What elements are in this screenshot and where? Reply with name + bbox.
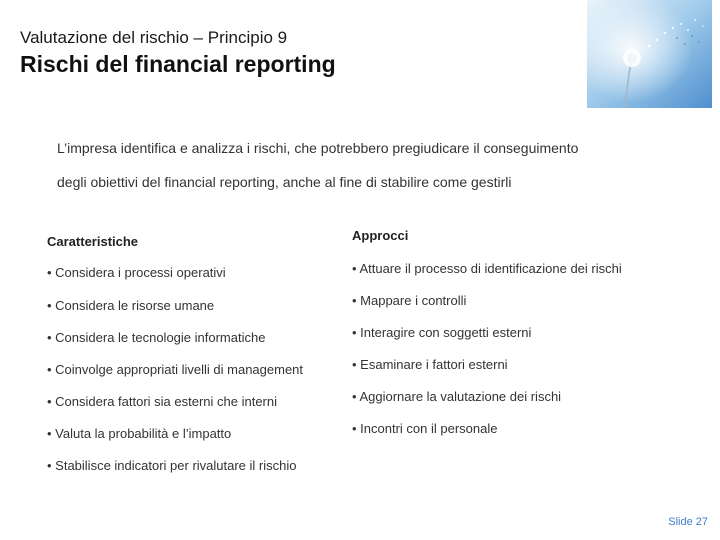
approcci-item: • Mappare i controlli <box>352 293 467 308</box>
intro-text <box>57 131 697 199</box>
slide-number: Slide 27 <box>668 516 708 528</box>
slide-title: Rischi del financial reporting <box>20 51 336 77</box>
approcci-item: • Esaminare i fattori esterni <box>352 357 508 372</box>
approcci-item: • Incontri con il personale <box>352 421 498 436</box>
intro-line-2: degli obiettivi del financial reporting, anche al fine di stabilire come gestirli <box>57 174 512 190</box>
caratteristiche-item: • Stabilisce indicatori per rivalutare il rischio <box>47 458 297 473</box>
intro-line-1: L’impresa identifica e analizza i rischi, che potrebbero pregiudicare il conseguimento <box>57 140 579 156</box>
caratteristiche-item: • Coinvolge appropriati livelli di management <box>47 362 304 377</box>
approcci-heading: Approcci <box>352 228 409 243</box>
approcci-item: • Interagire con soggetti esterni <box>352 325 532 340</box>
caratteristiche-item: • Considera le tecnologie informatiche <box>47 330 266 345</box>
caratteristiche-item: • Valuta la probabilità e l’impatto <box>47 426 232 441</box>
slide-subtitle: Valutazione del rischio – Principio 9 <box>20 28 288 47</box>
approcci-item: • Aggiornare la valutazione dei rischi <box>352 389 562 404</box>
dandelion-sky-image <box>587 0 712 108</box>
caratteristiche-item: • Considera fattori sia esterni che interni <box>47 394 277 409</box>
caratteristiche-item: • Considera le risorse umane <box>47 298 215 313</box>
caratteristiche-heading: Caratteristiche <box>47 234 139 249</box>
approcci-item: • Attuare il processo di identificazione dei rischi <box>352 261 622 276</box>
caratteristiche-item: • Considera i processi operativi <box>47 265 226 280</box>
